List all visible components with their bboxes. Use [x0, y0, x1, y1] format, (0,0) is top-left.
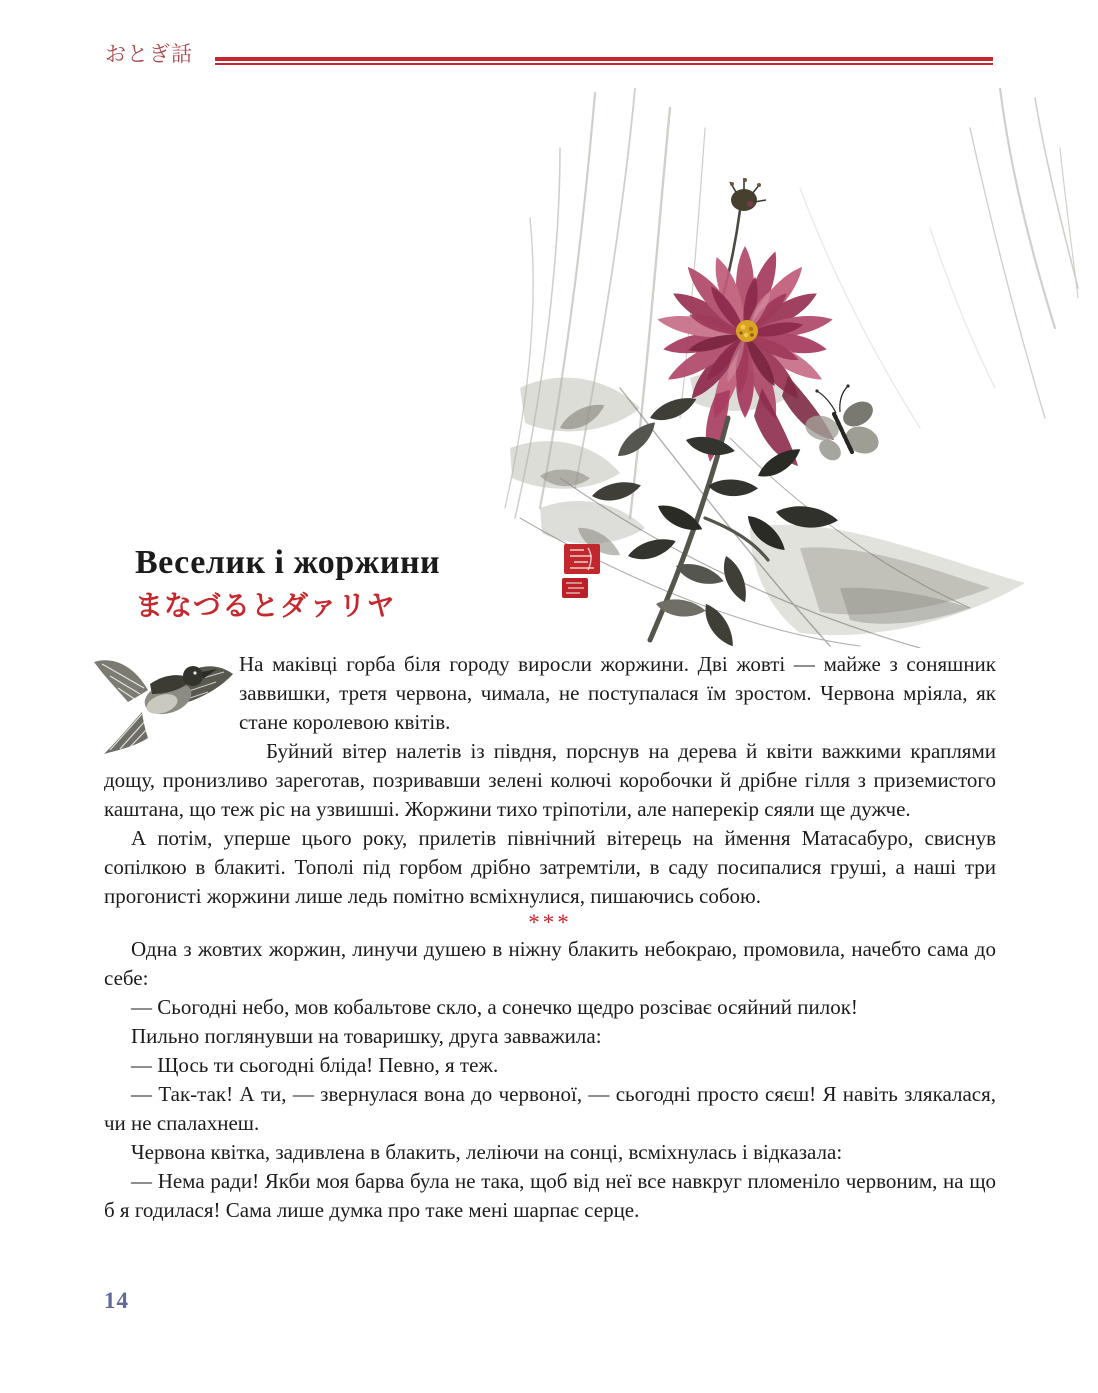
- running-head-rule: [215, 57, 993, 65]
- bird-svg: [90, 650, 237, 758]
- butterfly-icon: [802, 384, 882, 464]
- running-head-series-title: おとぎ話: [105, 42, 193, 66]
- story-paragraph: — Сьогодні небо, мов кобальтове скло, а сонечко щедро розсіває осяйний пилок!: [131, 995, 858, 1019]
- red-artist-seal: [562, 544, 600, 598]
- dahlia-painting-svg: [500, 88, 1080, 648]
- story-paragraph: — Щось ти сьогодні бліда! Певно, я теж.: [131, 1053, 499, 1077]
- story-paragraph: Одна з жовтих жоржин, линучи душею в ніжну блакить небокраю, промовила, начебто сама до себе:: [104, 937, 996, 990]
- story-paragraph: На маківці горба біля городу виросли жоржини. Дві жовті — майже з соняшник заввишки, третя червона, чимала, не поступалася їм зростом. Червона мріяла, як стане королевою квітів.: [239, 652, 996, 734]
- story-paragraph: — Так-так! А ти, — звернулася вона до червоної, — сьогодні просто сяєш! Я навіть злякалася, чи не спалахнеш.: [104, 1082, 996, 1135]
- dahlia-ink-wash-painting: [500, 88, 1080, 648]
- title-block: [135, 542, 440, 624]
- story-paragraph: Червона квітка, задивлена в блакить, леліючи на сонці, всміхнулась і відказала:: [131, 1140, 843, 1164]
- story-paragraph: Пильно поглянувши на товаришку, друга завважила:: [131, 1024, 602, 1048]
- section-separator: ***: [528, 910, 572, 935]
- page-number: 14: [104, 1288, 129, 1313]
- story-paragraph: А потім, уперше цього року, прилетів північний вітерець на ймення Матасабуро, свиснув сопілкою в блакиті. Тополі під горбом дрібно затремтіли, в саду посипалися груші, а наші три прогонисті жоржини лише ледь помітно всміхнулися, пишаючись собою.: [104, 826, 996, 908]
- story-paragraph: Буйний вітер налетів із півдня, порснув на дерева й квіти важкими краплями дощу, пронизливо зареготав, позривавши зелені колючі коробочки й дрібне гілля з приземистого каштана, що теж ріс на узвишші. Жоржини тихо тріпотіли, але наперекір сяяли ще дужче.: [104, 739, 996, 821]
- dahlia-flower: [656, 246, 834, 466]
- page-title: Веселик і жоржини: [135, 544, 441, 581]
- story-paragraph: — Нема ради! Якби моя барва була не така, щоб від неї все навкруг пломеніло червоним, на що б я годилася! Сама лише думка про таке мені шарпає серце.: [104, 1169, 996, 1222]
- page-title-japanese: まなづるとダァリヤ: [135, 589, 396, 622]
- rule-thin-bar: [215, 63, 993, 65]
- story-text: [104, 650, 996, 1225]
- flying-bird-ink-sketch: [90, 650, 237, 758]
